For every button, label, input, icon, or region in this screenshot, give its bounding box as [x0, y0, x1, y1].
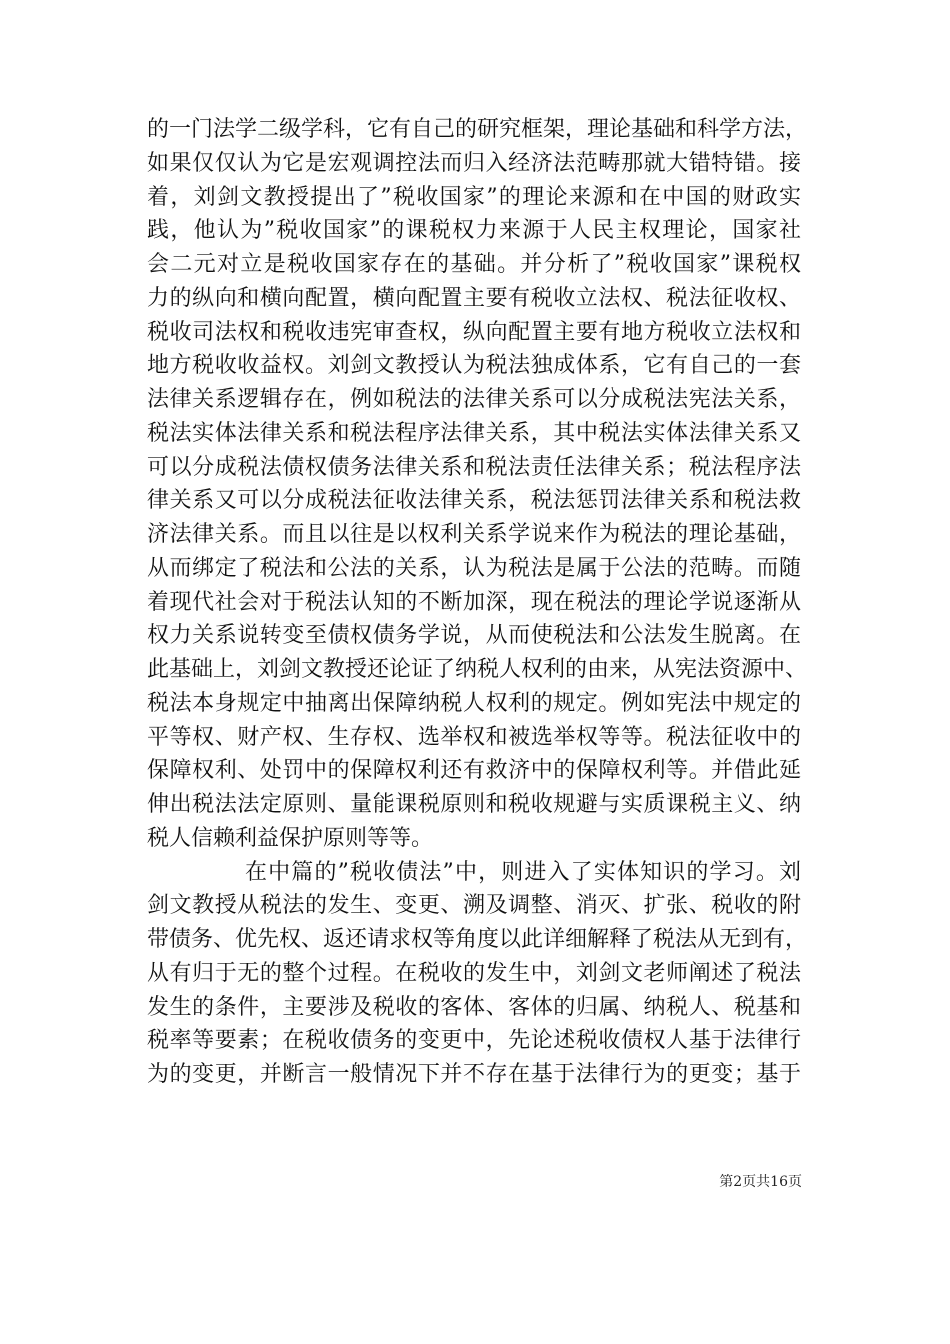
text-line: 的一门法学二级学科，它有自己的研究框架，理论基础和科学方法， — [147, 117, 808, 142]
text-line: 伸出税法法定原则、量能课税原则和税收规避与实质课税主义、纳 — [147, 792, 801, 817]
text-line: 如果仅仅认为它是宏观调控法而归入经济法范畴那就大错特错。接 — [147, 150, 801, 176]
text-line: 可以分成税法债权债务法律关系和税法责任法律关系；税法程序法 — [147, 454, 801, 480]
text-line: 税法实体法律关系和税法程序法律关系，其中税法实体法律关系又 — [147, 420, 801, 446]
text-line: 税率等要素；在税收债务的变更中，先论述税收债权人基于法律行 — [147, 1028, 801, 1054]
text-line: 从而绑定了税法和公法的关系，认为税法是属于公法的范畴。而随 — [147, 555, 801, 581]
text-line: 为的变更，并断言一般情况下并不存在基于法律行为的更变；基于 — [147, 1062, 801, 1087]
text-line: 会二元对立是税收国家存在的基础。并分析了”税收国家”课税权 — [147, 252, 801, 277]
text-line: 着现代社会对于税法认知的不断加深，现在税法的理论学说逐渐从 — [147, 589, 801, 615]
text-line: 律关系又可以分成税法征收法律关系，税法惩罚法律关系和税法救 — [147, 488, 801, 514]
text-line: 税收司法权和税收违宪审查权，纵向配置主要有地方税收立法权和 — [147, 319, 801, 345]
text-line: 剑文教授从税法的发生、变更、溯及调整、消灭、扩张、税收的附 — [147, 893, 801, 919]
text-line: 此基础上，刘剑文教授还论证了纳税人权利的由来，从宪法资源中、 — [147, 657, 808, 682]
text-line: 法律关系逻辑存在，例如税法的法律关系可以分成税法宪法关系， — [147, 387, 801, 412]
text-line: 从有归于无的整个过程。在税收的发生中，刘剑文老师阐述了税法 — [147, 960, 801, 986]
text-line: 税人信赖利益保护原则等等。 — [147, 825, 434, 851]
text-line: 地方税收收益权。刘剑文教授认为税法独成体系，它有自己的一套 — [147, 353, 801, 379]
text-line: 在中篇的”税收债法”中，则进入了实体知识的学习。刘 — [245, 859, 801, 885]
text-line: 带债务、优先权、返还请求权等角度以此详细解释了税法从无到有， — [147, 927, 808, 952]
text-line: 税法本身规定中抽离出保障纳税人权利的规定。例如宪法中规定的 — [147, 690, 801, 716]
text-line: 践，他认为”税收国家”的课税权力来源于人民主权理论，国家社 — [147, 218, 801, 244]
text-line: 济法律关系。而且以往是以权利关系学说来作为税法的理论基础， — [147, 522, 801, 547]
text-line: 保障权利、处罚中的保障权利还有救济中的保障权利等。并借此延 — [147, 758, 801, 784]
text-line: 发生的条件，主要涉及税收的客体、客体的归属、纳税人、税基和 — [147, 994, 801, 1020]
page-number-footer: 第2页共16页 — [719, 1174, 802, 1190]
text-line: 着，刘剑文教授提出了”税收国家”的理论来源和在中国的财政实 — [147, 184, 801, 210]
text-line: 平等权、财产权、生存权、选举权和被选举权等等。税法征收中的 — [147, 724, 801, 750]
text-line: 权力关系说转变至债权债务学说，从而使税法和公法发生脱离。在 — [147, 623, 801, 649]
text-line: 力的纵向和横向配置，横向配置主要有税收立法权、税法征收权、 — [147, 285, 801, 311]
